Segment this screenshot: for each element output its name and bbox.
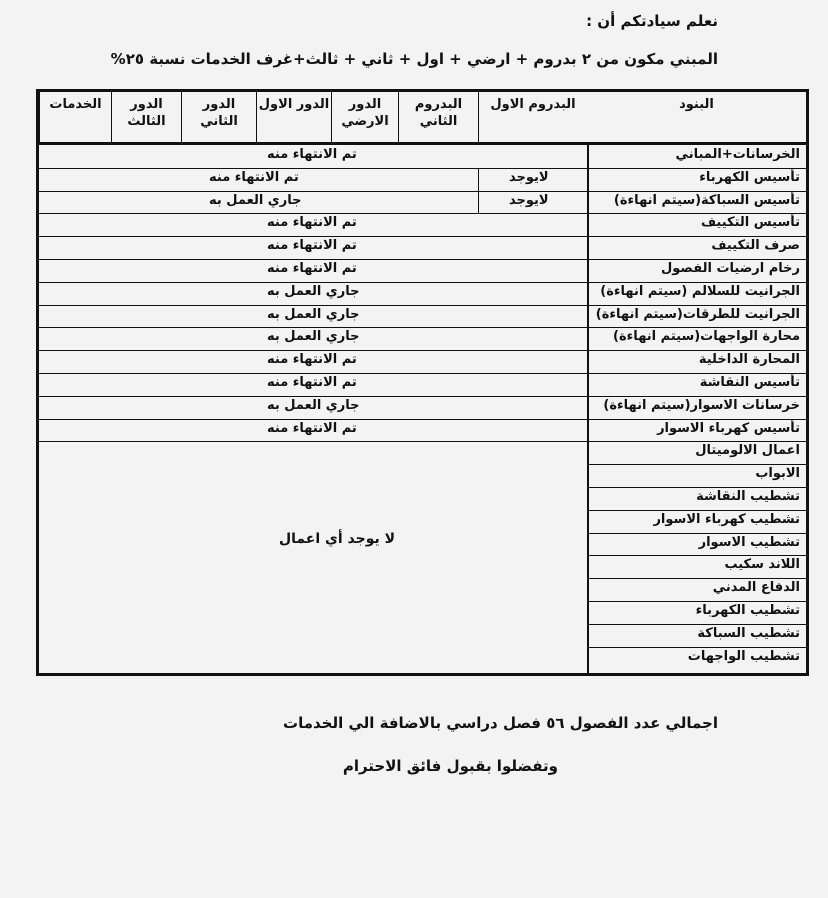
row-status: جاري العمل به — [209, 192, 302, 208]
table-row — [39, 419, 806, 442]
table-row — [39, 327, 806, 350]
row-divider — [39, 396, 587, 397]
row-divider — [39, 191, 587, 192]
header-ground: الدور الارضي — [331, 92, 398, 142]
item-row-border — [587, 282, 806, 306]
row-divider — [39, 350, 587, 351]
row-item-label: اعمال الالوميتال — [695, 443, 800, 459]
table-row — [39, 396, 806, 419]
row-item-label: الجرانيت للسلالم (سيتم انهاءة) — [600, 283, 800, 299]
row-item-label: تأسيس الكهرباء — [699, 169, 800, 185]
row-item-label: تشطيب الواجهات — [687, 648, 800, 664]
item-row-border — [587, 396, 806, 420]
no-work-message: لا يوجد أي اعمال — [279, 531, 396, 548]
table-row — [39, 191, 806, 214]
progress-table — [36, 89, 809, 676]
item-row-border — [587, 419, 806, 443]
table-row — [39, 282, 806, 305]
item-row-border — [587, 168, 806, 192]
row-item-label: رخام ارضيات الفصول — [660, 261, 800, 276]
basement-cell-divider — [478, 191, 479, 214]
row-item-label: تأسيس التكييف — [700, 215, 800, 231]
row-divider — [39, 282, 587, 283]
item-row-border — [587, 305, 806, 329]
row-item-label: تشطيب كهرباء الاسوار — [653, 511, 800, 527]
row-status: تم الانتهاء منه — [267, 238, 357, 254]
item-row-border — [587, 259, 806, 283]
table-row — [39, 624, 806, 647]
building-description: المبني مكون من ٢ بدروم + ارضي + اول + ثاني + ثالث+غرف الخدمات نسبة ٢٥% — [110, 50, 718, 68]
row-status: تم الانتهاء منه — [267, 375, 357, 390]
row-item-label: تشطيب الاسوار — [698, 534, 800, 550]
table-body — [39, 145, 806, 673]
row-item-label: تشطيب النقاشة — [696, 489, 800, 504]
row-status: تم الانتهاء منه — [267, 261, 357, 276]
row-status: تم الانتهاء منه — [267, 352, 357, 368]
row-item-label: تشطيب الكهرباء — [695, 603, 800, 618]
row-status: جاري العمل به — [267, 329, 360, 345]
row-divider — [39, 419, 587, 420]
table-header — [39, 92, 806, 145]
item-row-border — [587, 236, 806, 260]
item-row-border — [587, 350, 806, 374]
table-row — [39, 647, 806, 670]
row-basement-status: لايوجد — [509, 169, 549, 185]
row-item-label: المحارة الداخلية — [698, 352, 800, 368]
row-item-label: خرسانات الاسوار(سيتم انهاءة) — [603, 397, 800, 413]
header-third: الدور الثالث — [111, 92, 181, 142]
row-item-label: صرف التكييف — [711, 238, 800, 254]
table-row — [39, 259, 806, 282]
basement-cell-divider — [478, 168, 479, 191]
row-item-label: تشطيب السباكة — [697, 625, 800, 641]
table-row — [39, 533, 806, 556]
row-item-label: الخرسانات+المباني — [675, 147, 800, 162]
table-row — [39, 578, 806, 601]
header-services: الخدمات — [39, 92, 111, 142]
item-row-border — [587, 145, 806, 168]
row-item-label: الابواب — [755, 466, 800, 482]
intro-line: نعلم سيادتكم أن : — [586, 12, 718, 30]
row-status: جاري العمل به — [267, 397, 360, 413]
total-classrooms-line: اجمالي عدد الفصول ٥٦ فصل دراسي بالاضافة الي الخدمات — [283, 714, 718, 732]
table-row — [39, 213, 806, 236]
row-divider — [39, 259, 587, 260]
table-row — [39, 464, 806, 487]
table-row — [39, 305, 806, 328]
item-row-border — [587, 327, 806, 351]
item-row-border — [587, 213, 806, 237]
row-divider — [39, 327, 587, 328]
row-divider — [39, 213, 587, 214]
row-status: تم الانتهاء منه — [267, 215, 357, 231]
row-status: تم الانتهاء منه — [267, 147, 357, 162]
row-item-label: تأسيس السباكة(سيتم انهاءة) — [613, 192, 800, 208]
row-status: جاري العمل به — [267, 306, 360, 322]
table-row — [39, 601, 806, 624]
row-item-label: تأسيس النقاشة — [699, 375, 800, 390]
table-row — [39, 168, 806, 191]
closing-line: وتفضلوا بقبول فائق الاحترام — [342, 757, 558, 775]
item-row-border — [587, 191, 806, 215]
row-item-label: محارة الواجهات(سيتم انهاءة) — [613, 329, 800, 345]
row-status: تم الانتهاء منه — [209, 169, 299, 185]
item-row-border — [587, 373, 806, 397]
table-row — [39, 487, 806, 510]
row-status: تم الانتهاء منه — [267, 420, 357, 436]
row-divider — [39, 305, 587, 306]
table-row — [39, 441, 806, 464]
table-row — [39, 145, 806, 168]
row-item-label: الدفاع المدني — [712, 580, 800, 596]
header-basement2: البدروم الثاني — [398, 92, 478, 142]
table-row — [39, 510, 806, 533]
header-first: الدور الاول — [256, 92, 331, 142]
table-row — [39, 555, 806, 578]
table-row — [39, 373, 806, 396]
table-row — [39, 236, 806, 259]
row-divider — [39, 373, 587, 374]
row-divider — [39, 168, 587, 169]
row-item-label: تأسيس كهرباء الاسوار — [657, 420, 800, 436]
header-basement1: البدروم الاول — [478, 92, 587, 142]
row-status: جاري العمل به — [267, 283, 360, 299]
row-item-label: الجرانيت للطرقات(سيتم انهاءة) — [595, 306, 800, 322]
header-items: البنود — [679, 97, 714, 112]
row-item-label: اللاند سكيب — [724, 557, 800, 573]
row-basement-status: لايوجد — [509, 192, 549, 208]
row-divider — [39, 236, 587, 237]
table-row — [39, 350, 806, 373]
header-second: الدور الثاني — [181, 92, 256, 142]
